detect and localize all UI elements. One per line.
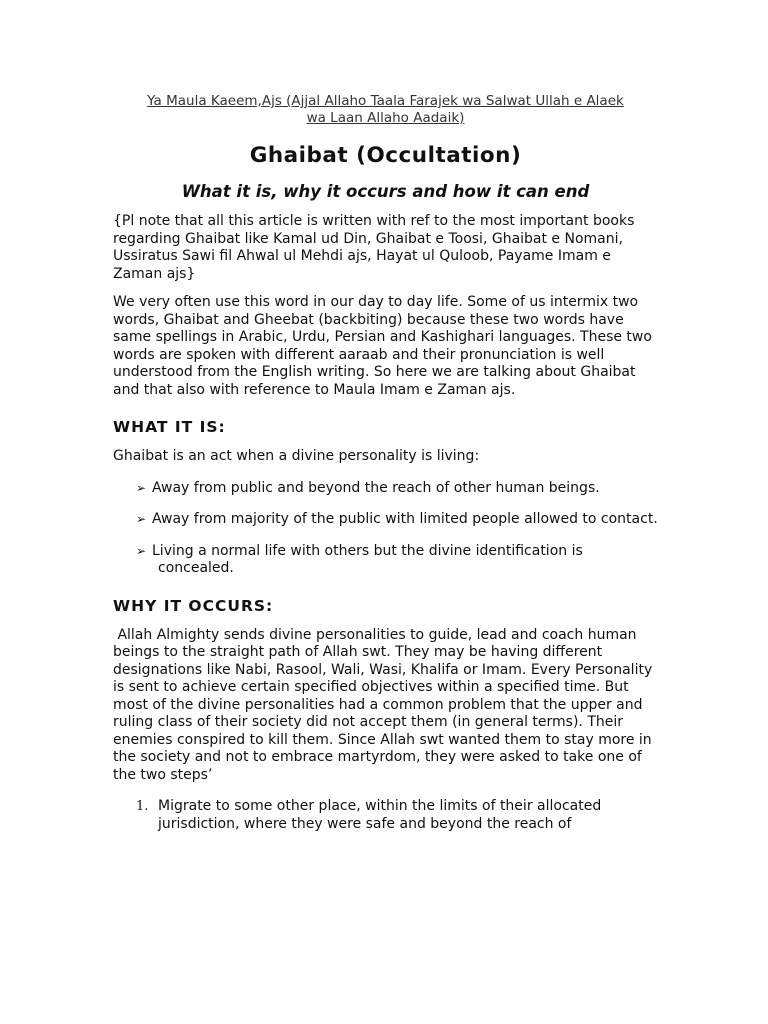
document-subtitle: What it is, why it occurs and how it can end bbox=[181, 182, 590, 201]
list-item-text: Living a normal life with others but the divine identification is concealed. bbox=[152, 542, 583, 576]
section1-lead: Ghaibat is an act when a divine personality is living: bbox=[113, 448, 480, 464]
document-title: Ghaibat (Occultation) bbox=[249, 143, 522, 168]
list-item bbox=[113, 511, 658, 529]
arrow-bullet-icon: ➢ bbox=[136, 480, 147, 495]
list-item bbox=[113, 543, 658, 578]
step-number: 1. bbox=[136, 799, 149, 814]
header-line-2: wa Laan Allaho Aadaik) bbox=[306, 110, 465, 126]
steps-list bbox=[113, 798, 658, 833]
list-item bbox=[113, 798, 658, 833]
arrow-bullet-icon: ➢ bbox=[136, 512, 147, 526]
invocation-header bbox=[113, 93, 658, 127]
section-heading-why-it-occurs: WHY IT OCCURS: bbox=[113, 596, 274, 615]
document-page bbox=[113, 93, 658, 833]
reference-note: {Pl note that all this article is written with ref to the most important books regarding Ghaibat like Kamal ud Din, Ghaibat e Toosi, Ghaibat e Nomani, Ussiratus Sawi fil Ahwal ul Mehdi ajs, Hayat ul Quloob, Payame Imam e Zaman ajs} bbox=[113, 213, 635, 282]
list-item bbox=[113, 480, 658, 498]
intro-paragraph: We very often use this word in our day to day life. Some of us intermix two words, Ghaibat and Gheebat (backbiting) because these two words have same spellings in Arabic, Urdu, Persian and Kashighari languages. These two words are spoken with different aaraab and their pronunciation is well understood from the English writing. So here we are talking about Ghaibat and that also with reference to Maula Imam e Zaman ajs. bbox=[113, 294, 652, 398]
section-heading-what-it-is: WHAT IT IS: bbox=[113, 418, 226, 436]
header-line-1: Ya Maula Kaeem,Ajs (Ajjal Allaho Taala Farajek wa Salwat Ullah e Alaek bbox=[147, 93, 624, 109]
what-it-is-list bbox=[113, 480, 658, 578]
section2-body: Allah Almighty sends divine personalities to guide, lead and coach human beings to the straight path of Allah swt. They may be having different designations like Nabi, Rasool, Wali, Wasi, Khalifa or Imam. Every Personality is sent to achieve certain specified objectives within a specified time. But most of the divine personalities had a common problem that the upper and ruling class of their society did not accept them (in general terms). Their enemies conspired to kill them. Since Allah swt wanted them to stay more in the society and not to embrace martyrdom, they were asked to take one of the two steps’ bbox=[113, 626, 657, 783]
arrow-bullet-icon: ➢ bbox=[136, 543, 147, 558]
list-item-text: Away from public and beyond the reach of other human beings. bbox=[152, 479, 600, 496]
step-text: Migrate to some other place, within the limits of their allocated jurisdiction, where they were safe and beyond the reach of bbox=[158, 798, 602, 832]
list-item-text: Away from majority of the public with limited people allowed to contact. bbox=[152, 511, 658, 527]
